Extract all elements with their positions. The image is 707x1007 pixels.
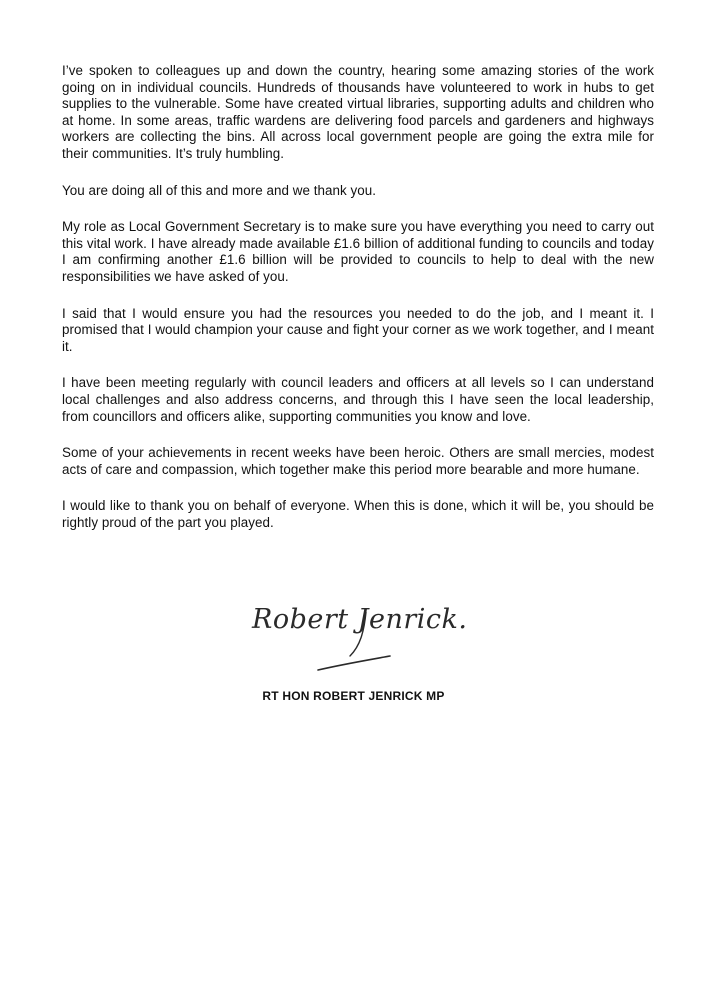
handwritten-signature	[248, 584, 478, 680]
paragraph-resources: I said that I would ensure you had the resources you needed to do the job, and I meant it. I promised that I would champion your cause and fight your corner as we work together, and I meant it.	[62, 305, 654, 354]
paragraph-meetings: I have been meeting regularly with council leaders and officers at all levels so I can understand local challenges and also address concerns, and through this I have seen the local leadership, from councillors and officers alike, supporting communities you know and love.	[62, 375, 654, 424]
paragraph-colleagues: I’ve spoken to colleagues up and down the country, hearing some amazing stories of the work going on in individual councils. Hundreds of thousands have volunteered to work in hubs to get supplies to the vulnerable. Some have created virtual libraries, supporting adults and children who at home. In some areas, traffic wardens are delivering food parcels and gardeners and highways workers are collecting the bins. All across local government people are going the extra mile for their communities. It’s truly humbling.	[62, 63, 654, 161]
signatory-name: RT HON ROBERT JENRICK MP	[262, 689, 445, 703]
paragraph-achievements: Some of your achievements in recent weeks have been heroic. Others are small mercies, modest acts of care and compassion, which together make this period more bearable and more humane.	[62, 445, 654, 477]
svg-text:Robert Jenrick.: Robert Jenrick.	[252, 604, 468, 635]
paragraph-thanks: You are doing all of this and more and we thank you.	[62, 182, 377, 198]
letter-body	[62, 63, 654, 551]
paragraph-funding: My role as Local Government Secretary is to make sure you have everything you need to carry out this vital work. I have already made available £1.6 billion of additional funding to councils and today I am confirming another £1.6 billion will be provided to councils to help to deal with the new responsibilities we have asked of you.	[62, 219, 654, 284]
paragraph-closing: I would like to thank you on behalf of everyone. When this is done, which it will be, you should be rightly proud of the part you played.	[62, 498, 654, 530]
